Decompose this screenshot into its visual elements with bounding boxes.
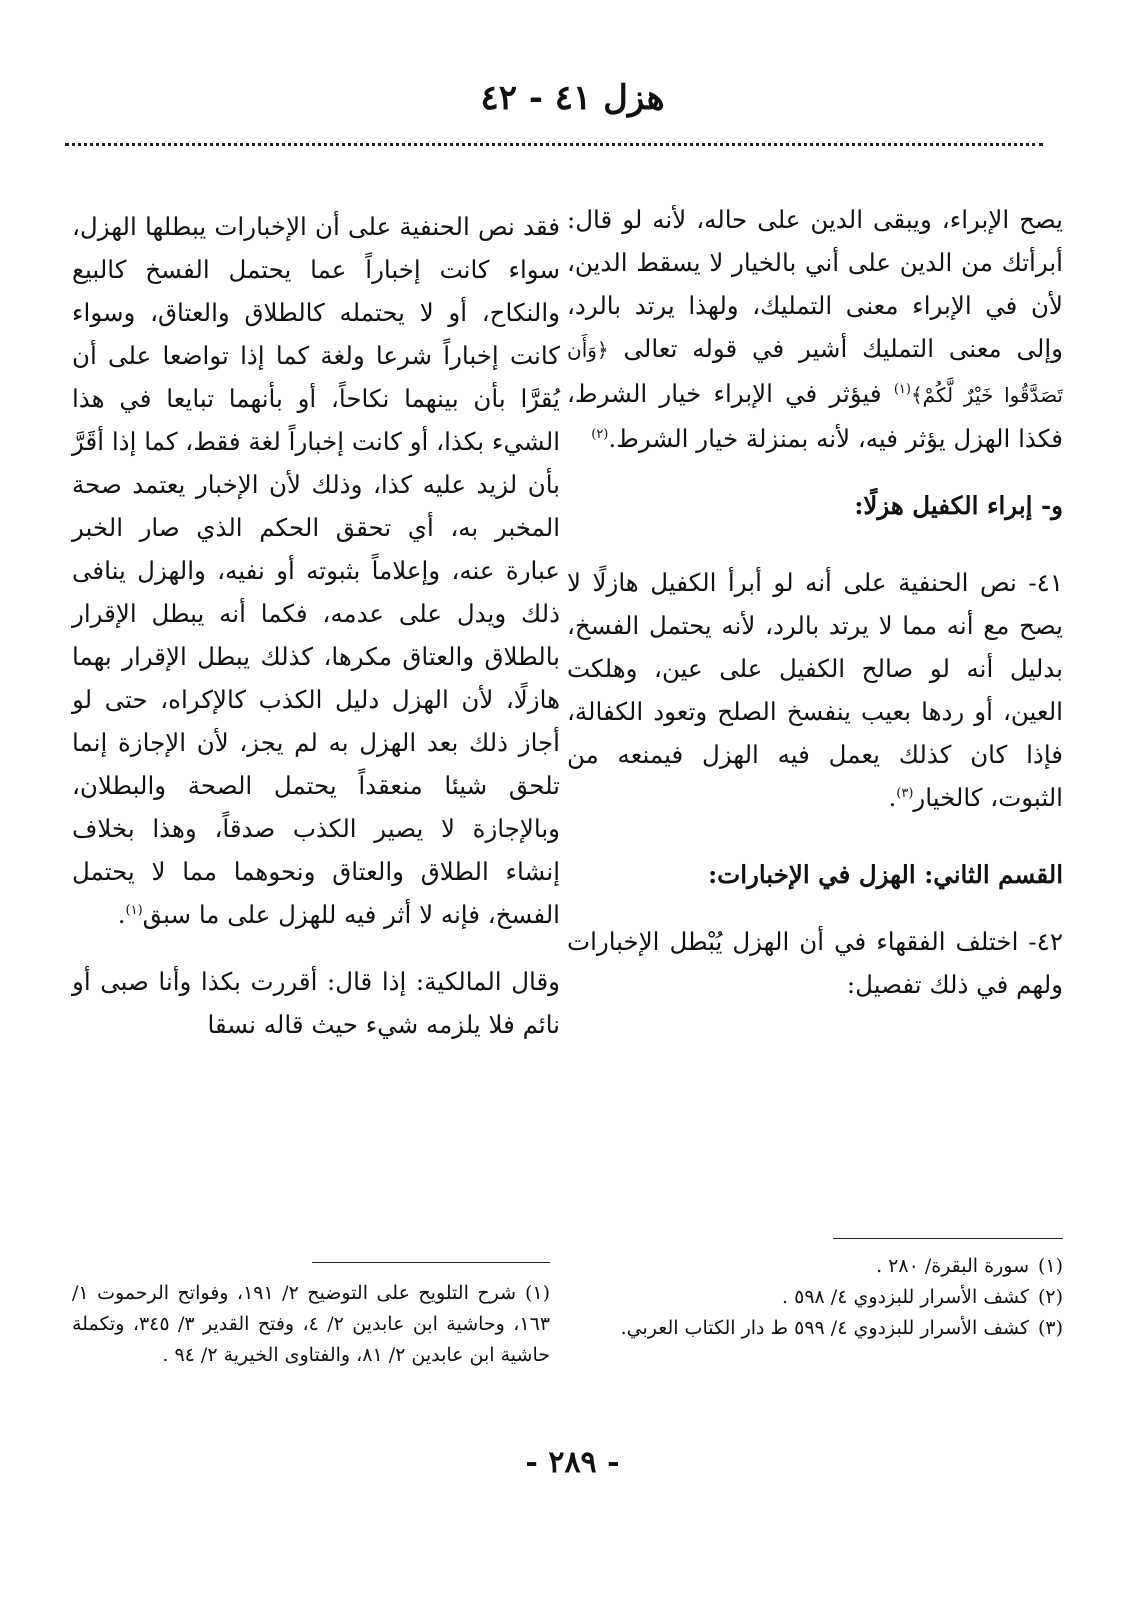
footnote-ref: (١) — [125, 902, 143, 918]
paragraph: فقد نص الحنفية على أن الإخبارات يبطلها الهزل، سواء كانت إخباراً عما يحتمل الفسخ كالبيع والنكاح، أو لا يحتمله كالطلاق والعتاق، وسواء كانت إخباراً شرعا ولغة كما إذا تواضعا على أن يُقرَّا بأن بينهما نكاحاً، أو بأنهما تبايعا في هذا الشيء بكذا، أو كانت إخباراً لغة فقط، كما إذا أقَرَّ بأن لزيد عليه كذا، وذلك لأن الإخبار يعتمد صحة المخبر به، أي تحقق الحكم الذي صار الخبر عبارة عنه، وإعلاماً بثبوته أو نفيه، والهزل ينافى ذلك ويدل على عدمه، فكما أنه يبطل الإقرار بالطلاق والعتاق مكرها، كذلك يبطل الإقرار بهما هازلًا، لأن الهزل دليل الكذب كالإكراه، حتى لو أجاز ذلك بعد الهزل به لم يجز، لأن الإجازة إنما تلحق شيئا منعقداً يحتمل الصحة والبطلان، وبالإجازة لا يصير الكذب صدقاً، وهذا بخلاف إنشاء الطلاق والعتاق ونحوهما مما لا يحتمل الفسخ، فإنه لا أثر فيه للهزل على ما سبق$^{(١)}$. — [72, 212, 561, 929]
footnote-ref: (٢) — [591, 426, 609, 442]
footnote: (١)شرح التلويح على التوضيح ٢/ ١٩١، وفواتح الرحموت ١/ ١٦٣، وحاشية ابن عابدين ٢/ ٤، وفتح القدير ٣/ ٣٤٥، وتكملة حاشية ابن عابدين ٢/ ٨١، والفتاوى الخيرية ٢/ ٩٤ . — [72, 1282, 550, 1366]
footnote: (٣)كشف الأسرار للبزدوي ٤/ ٥٩٩ ط دار الكتاب العربي. — [620, 1317, 1063, 1339]
paragraph: ٤٢- اختلف الفقهاء في أن الهزل يُبْطل الإخبارات ولهم في ذلك تفصيل: — [567, 927, 1063, 999]
footnote-divider — [833, 1238, 1063, 1239]
footnote-ref: (١) — [893, 381, 911, 397]
paragraph: يصح الإبراء، ويبقى الدين على حاله، لأنه لو قال: أبرأتك من الدين على أني بالخيار لا يسقط الدين، لأن في الإبراء معنى التمليك، ولهذا يرتد بالرد، وإلى معنى التمليك أشير في قوله تعالى ﴿وَأَن تَصَدَّقُوا خَيْرٌ لَّكُمْ﴾$^{(١)}$ فيؤثر في الإبراء خيار الشرط، فكذا الهزل يؤثر فيه، لأنه بمنزلة خيار الشرط.$^{(٢)}$ — [567, 205, 1063, 453]
section-heading: و- إبراء الكفيل هزلًا: — [854, 491, 1063, 520]
page-header: هزل ٤١ - ٤٢ — [480, 78, 665, 118]
page-number: - ٢٨٩ - — [525, 1445, 620, 1480]
footnotes-left — [72, 1278, 550, 1371]
paragraph: وقال المالكية: إذا قال: أقررت بكذا وأنا صبى أو نائم فلا يلزمه شيء حيث قاله نسقا — [72, 967, 560, 1039]
paragraph: ٤١- نص الحنفية على أنه لو أبرأ الكفيل هازلًا لا يصح مع أنه مما لا يرتد بالرد، لأنه يحتمل الفسخ، بدليل أنه لو صالح الكفيل على عين، وهلكت العين، أو ردها بعيب ينفسخ الصلح وتعود الكفالة، فإذا كان كذلك يعمل فيه الهزل فيمنعه من الثبوت، كالخيار$^{(٣)}$. — [567, 568, 1063, 812]
footnote: (١)سورة البقرة/ ٢٨٠ . — [876, 1255, 1063, 1277]
footnotes-right — [563, 1251, 1063, 1344]
footnote-ref: (٣) — [896, 785, 914, 801]
header-dotted-rule — [65, 143, 1043, 146]
right-column — [567, 198, 1063, 1006]
footnote: (٢)كشف الأسرار للبزدوي ٤/ ٥٩٨ . — [782, 1286, 1063, 1308]
quran-verse: ﴿وَأَن تَصَدَّقُوا خَيْرٌ لَّكُمْ﴾ — [567, 338, 1063, 407]
section-heading: القسم الثاني: الهزل في الإخبارات: — [708, 860, 1063, 889]
left-column — [72, 205, 560, 1046]
footnote-divider — [312, 1262, 550, 1263]
